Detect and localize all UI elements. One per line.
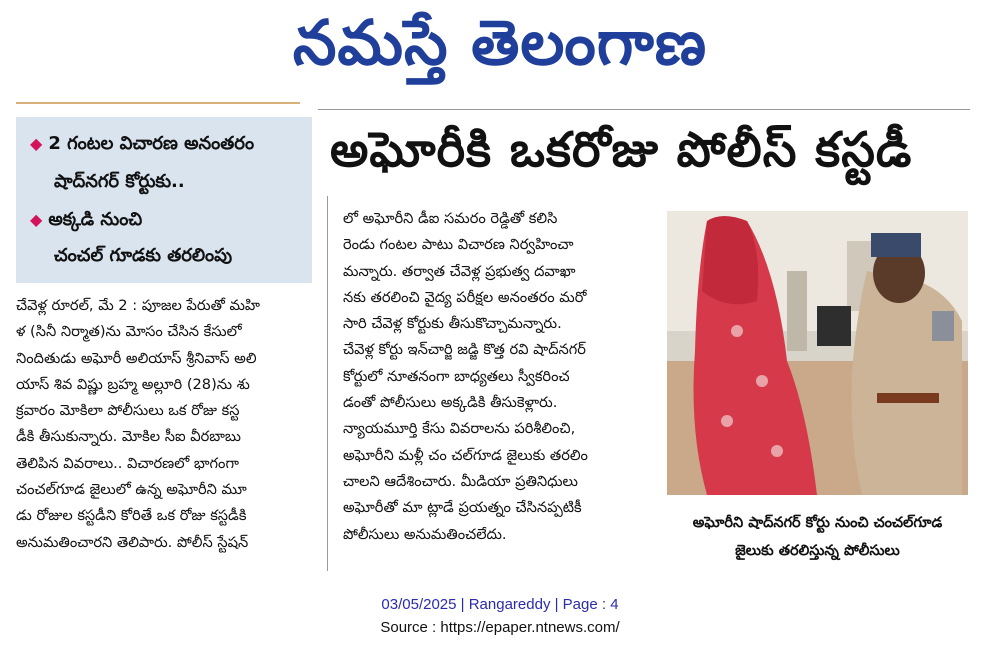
article-line: నకు తరలించి వైద్య పరీక్షల అనంతరం మరో [343, 288, 587, 306]
news-photo-illustration [667, 211, 968, 495]
highlight-text: షాద్‌నగర్ కోర్టుకు.. [54, 171, 185, 192]
news-photo [667, 211, 968, 495]
article-line: యాస్ శివ విష్ణు బ్రహ్మ అల్లూరి (28)ను శు [16, 375, 250, 393]
highlight-text: చంచల్ గూడకు తరలింపు [54, 245, 233, 266]
highlight-text: 2 గంటల విచారణ అనంతరం [48, 133, 255, 154]
column-divider [327, 196, 328, 571]
edition-info: 03/05/2025 | Rangareddy | Page : 4 [381, 596, 619, 613]
caption-line: అఘోరీని షాద్‌నగర్ కోర్టు నుంచి చంచల్‌గూడ [692, 515, 943, 531]
article-line: చంచల్‌గూడ జైలులో ఉన్న అఘోరీని మూ [16, 481, 247, 499]
page-footer [0, 593, 1000, 639]
caption-line: జైలుకు తరలిస్తున్న పోలీసులు [735, 543, 900, 559]
article-line: మన్నారు. తర్వాత చేవెళ్ల ప్రభుత్వ దవాఖా [343, 262, 576, 280]
masthead [0, 0, 1000, 96]
article-line: సారి చేవెళ్ల కోర్టుకు తీసుకొచ్చామన్నారు. [343, 315, 562, 333]
headline-divider [318, 109, 970, 110]
article-line: అఘోరీని మళ్లీ చం చల్‌గూడ జైలుకు తరలిం [343, 446, 588, 464]
article-line: అఘోరీతో మా ట్లాడే ప్రయత్నం చేసినప్పటికీ [343, 499, 582, 517]
article-line: ళ (సినీ నిర్మాత)ను మోసం చేసిన కేసులో [16, 323, 242, 341]
newspaper-logo: నమస్తే తెలంగాణ [292, 6, 708, 79]
masthead-divider [16, 102, 300, 104]
article-line: డీకి తీసుకున్నారు. మోకిల సీఐ వీరబాబు [16, 428, 241, 446]
article-line: అనుమతించారని తెలిపారు. పోలీస్ స్టేషన్ [16, 533, 249, 551]
article-line: పోలీసులు అనుమతించలేదు. [343, 525, 507, 543]
article-line: లో అఘోరీని డీఐ సమరం రెడ్డితో కలిసి [343, 210, 558, 227]
article-line: చేవెళ్ల రూరల్, మే 2 : పూజల పేరుతో మహి [16, 297, 260, 314]
article-column-left [16, 293, 321, 556]
article-line: కోర్టులో నూతనంగా బాధ్యతలు స్వీకరించ [343, 367, 570, 385]
article-column-middle [343, 206, 658, 548]
article-line: క్రవారం మోకిలా పోలీసులు ఒక రోజు కస్ట [16, 402, 240, 420]
article-line: చాలని ఆదేశించారు. మీడియా ప్రతినిధులు [343, 472, 578, 490]
article-line: న్యాయమూర్తి కేసు వివరాలను పరిశీలించి, [343, 420, 576, 438]
article-line: నిందితుడు అఘోరీ అలియాస్ శ్రీనివాస్ అలి [16, 349, 257, 367]
article-headline: అఘోరీకి ఒకరోజు పోలీస్ కస్టడీ [330, 122, 913, 178]
highlight-item [30, 133, 254, 158]
highlight-text: అక్కడి నుంచి [48, 209, 143, 230]
article-line: రెండు గంటల పాటు విచారణ నిర్వహించా [343, 236, 574, 254]
article-line: డు రోజుల కస్టడీని కోరితే ఒక రోజు కస్టడీకి [16, 507, 247, 525]
diamond-bullet-icon: ◆ [30, 210, 43, 229]
article-line: తెలిపిన వివరాలు.. విచారణలో భాగంగా [16, 454, 239, 472]
photo-caption [667, 509, 968, 565]
highlight-item [30, 209, 142, 234]
source-link[interactable]: Source : https://epaper.ntnews.com/ [380, 619, 620, 636]
article-line: చేవెళ్ల కోర్టు ఇన్‌చార్జి జడ్జి కొత్త రవి షాద్‌నగర్ [343, 341, 586, 359]
highlights-panel [16, 117, 312, 283]
diamond-bullet-icon: ◆ [30, 134, 43, 153]
article-line: డంతో పోలీసులు అక్కడికి తీసుకెళ్లారు. [343, 394, 558, 412]
